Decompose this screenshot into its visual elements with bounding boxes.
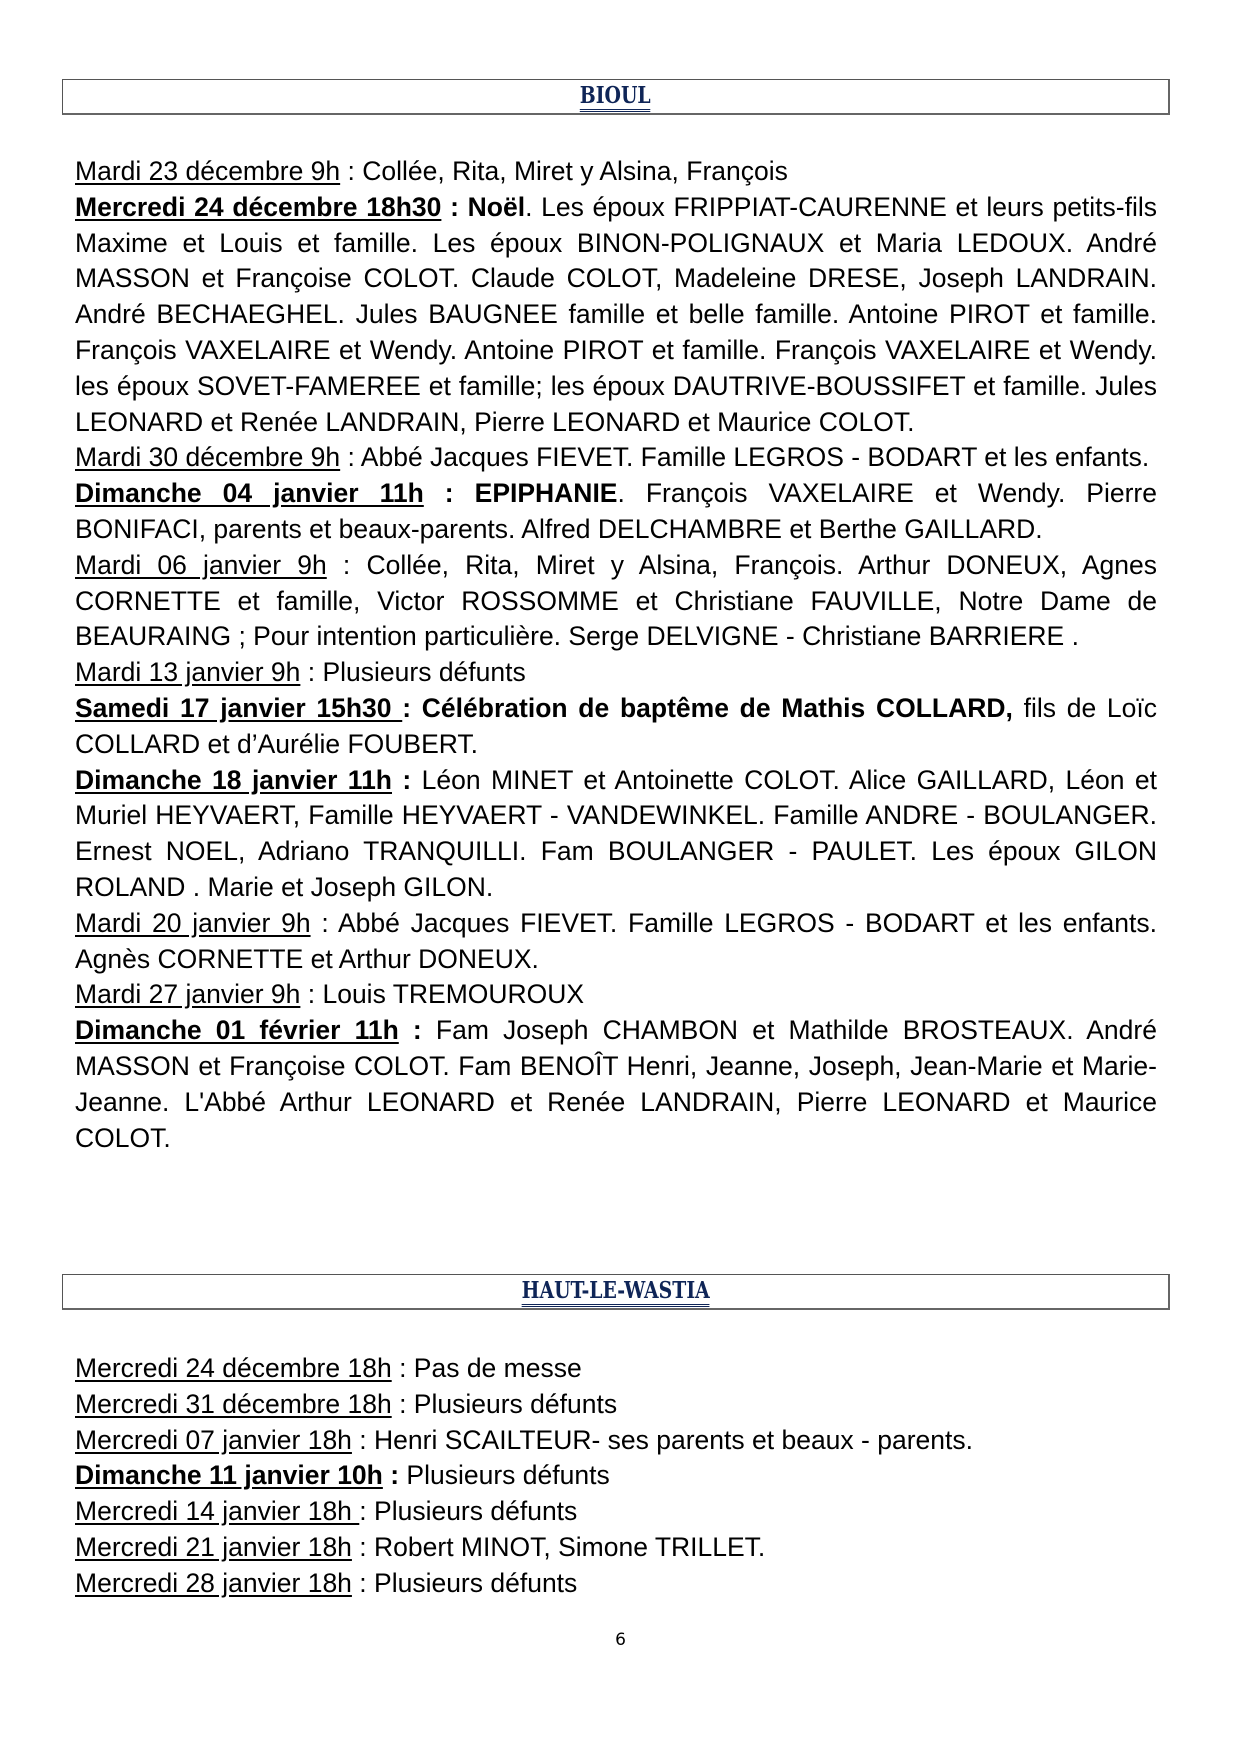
mass-entry: [75, 1494, 1157, 1530]
mass-date: Mardi 23 décembre 9h: [75, 156, 341, 186]
mass-entry: [75, 906, 1157, 978]
mass-date: Mardi 13 janvier 9h: [75, 657, 301, 688]
mass-intentions: fils de Loïc COLLARD et d’Aurélie FOUBERT.: [75, 692, 1157, 759]
mass-entry: [75, 154, 1157, 190]
bioul-schedule: [75, 154, 1157, 1156]
mass-intentions: . François VAXELAIRE et Wendy. Pierre BONIFACI, parents et beaux-parents. Alfred DELCHAMBRE et Berthe GAILLARD.: [75, 478, 1157, 544]
separator: :: [402, 692, 422, 723]
mass-intentions: Pas de messe: [413, 1353, 582, 1383]
mass-intentions: Collée, Rita, Miret y Alsina, François. Arthur DONEUX, Agnes CORNETTE et famille, Victor ROSSOMME et Christiane FAUVILLE, Notre Dame de BEAURAING ; Pour intention particulière. Serge DELVIGNE - Christiane BARRIERE .: [75, 549, 1158, 652]
section-title: BIOUL: [580, 83, 651, 112]
mass-entry: [75, 476, 1157, 548]
separator: :: [391, 1353, 414, 1383]
mass-date: Mercredi 07 janvier 18h: [75, 1424, 352, 1455]
separator: :: [423, 478, 475, 509]
mass-entry: [75, 548, 1157, 655]
separator: :: [340, 156, 363, 186]
mass-intentions: Robert MINOT, Simone TRILLET.: [374, 1531, 766, 1562]
mass-entry: [75, 1423, 1157, 1459]
mass-intentions: Plusieurs défunts: [413, 1388, 618, 1419]
mass-intentions: Plusieurs défunts: [374, 1567, 578, 1598]
mass-entry: [75, 1530, 1157, 1566]
mass-entry: [75, 1013, 1157, 1156]
mass-intentions: Abbé Jacques FIEVET. Famille LEGROS - BODART et les enfants. Agnès CORNETTE et Arthur DONEUX.: [75, 907, 1157, 974]
mass-entry: [75, 763, 1157, 906]
mass-entry: [75, 977, 1157, 1013]
separator: :: [382, 1460, 407, 1491]
separator: :: [340, 442, 361, 473]
mass-entry: [75, 1351, 1157, 1387]
mass-entry: [75, 691, 1157, 763]
section-header-haut-le-wastia: [62, 1274, 1170, 1310]
mass-entry: [75, 440, 1157, 476]
mass-date: Mardi 20 janvier 9h: [75, 907, 311, 938]
section-title: HAUT-LE-WASTIA: [521, 1278, 709, 1307]
mass-date: Mardi 27 janvier 9h: [75, 979, 301, 1010]
mass-date: Mercredi 21 janvier 18h: [75, 1531, 352, 1562]
mass-date: Mardi 06 janvier 9h: [75, 549, 327, 580]
mass-date: Dimanche 18 janvier 11h: [75, 764, 392, 795]
separator: :: [300, 657, 323, 688]
mass-intentions: Collée, Rita, Miret y Alsina, François: [362, 156, 788, 186]
mass-entry: [75, 1458, 1157, 1494]
page-number: 6: [615, 1630, 626, 1650]
mass-date: Mercredi 28 janvier 18h: [75, 1567, 352, 1598]
separator: :: [310, 907, 338, 938]
mass-entry: [75, 1387, 1157, 1423]
separator: :: [351, 1424, 375, 1455]
separator: :: [351, 1567, 375, 1598]
mass-date: Mercredi 24 décembre 18h: [75, 1353, 392, 1383]
mass-occasion: EPIPHANIE: [474, 478, 618, 509]
mass-date: Mardi 30 décembre 9h: [75, 442, 341, 473]
mass-occasion: Noël: [467, 191, 526, 222]
mass-date: Dimanche 01 février 11h: [75, 1015, 399, 1046]
mass-date: Dimanche 11 janvier 10h: [75, 1460, 383, 1491]
mass-date: Mercredi 31 décembre 18h: [75, 1388, 392, 1419]
mass-entry: [75, 655, 1157, 691]
separator: :: [326, 549, 367, 580]
mass-date: Mercredi 14 janvier 18h: [75, 1496, 360, 1527]
haut-le-wastia-schedule: [75, 1351, 1157, 1602]
mass-date: Samedi 17 janvier 15h30: [75, 692, 403, 723]
section-header-bioul: [62, 79, 1170, 115]
mass-entry: [75, 1566, 1157, 1602]
separator: :: [351, 1531, 375, 1562]
mass-date: Dimanche 04 janvier 11h: [75, 478, 424, 509]
mass-intentions: Fam Joseph CHAMBON et Mathilde BROSTEAUX. André MASSON et Françoise COLOT. Fam BENOÎT Henri, Jeanne, Joseph, Jean-Marie et Marie-Jeanne. L'Abbé Arthur LEONARD et Renée LANDRAIN, Pierre LEONARD et Maurice COLOT.: [75, 1015, 1157, 1153]
mass-occasion: Célébration de baptême de Mathis COLLARD,: [421, 692, 1013, 723]
separator: :: [392, 764, 422, 795]
separator: :: [398, 1015, 436, 1046]
mass-intentions: Abbé Jacques FIEVET. Famille LEGROS - BODART et les enfants.: [360, 442, 1150, 473]
mass-intentions: Plusieurs défunts: [406, 1460, 610, 1491]
mass-intentions: . Les époux FRIPPIAT-CAURENNE et leurs petits-fils Maxime et Louis et famille. Les époux BINON-POLIGNAUX et Maria LEDOUX. André MASSON et Françoise COLOT. Claude COLOT, Madeleine DRESE, Joseph LANDRAIN. André BECHAEGHEL. Jules BAUGNEE famille et belle famille. Antoine PIROT et famille. François VAXELAIRE et Wendy. Antoine PIROT et famille. François VAXELAIRE et Wendy. les époux SOVET-FAMEREE et famille; les époux DAUTRIVE-BOUSSIFET et famille. Jules LEONARD et Renée LANDRAIN, Pierre LEONARD et Maurice COLOT.: [75, 191, 1158, 437]
mass-intentions: Louis TREMOUROUX: [322, 979, 585, 1010]
mass-intentions: Plusieurs défunts: [374, 1496, 578, 1527]
mass-intentions: Plusieurs défunts: [322, 657, 526, 688]
separator: :: [300, 979, 323, 1010]
separator: :: [391, 1388, 414, 1419]
separator: :: [359, 1496, 375, 1527]
mass-intentions: Léon MINET et Antoinette COLOT. Alice GAILLARD, Léon et Muriel HEYVAERT, Famille HEYVAERT - VANDEWINKEL. Famille ANDRE - BOULANGER. Ernest NOEL, Adriano TRANQUILLI. Fam BOULANGER - PAULET. Les époux GILON ROLAND . Marie et Joseph GILON.: [75, 764, 1157, 902]
mass-date: Mercredi 24 décembre 18h30: [75, 191, 442, 222]
mass-intentions: Henri SCAILTEUR- ses parents et beaux - parents.: [374, 1424, 973, 1455]
mass-entry: [75, 190, 1157, 441]
separator: :: [441, 191, 468, 222]
